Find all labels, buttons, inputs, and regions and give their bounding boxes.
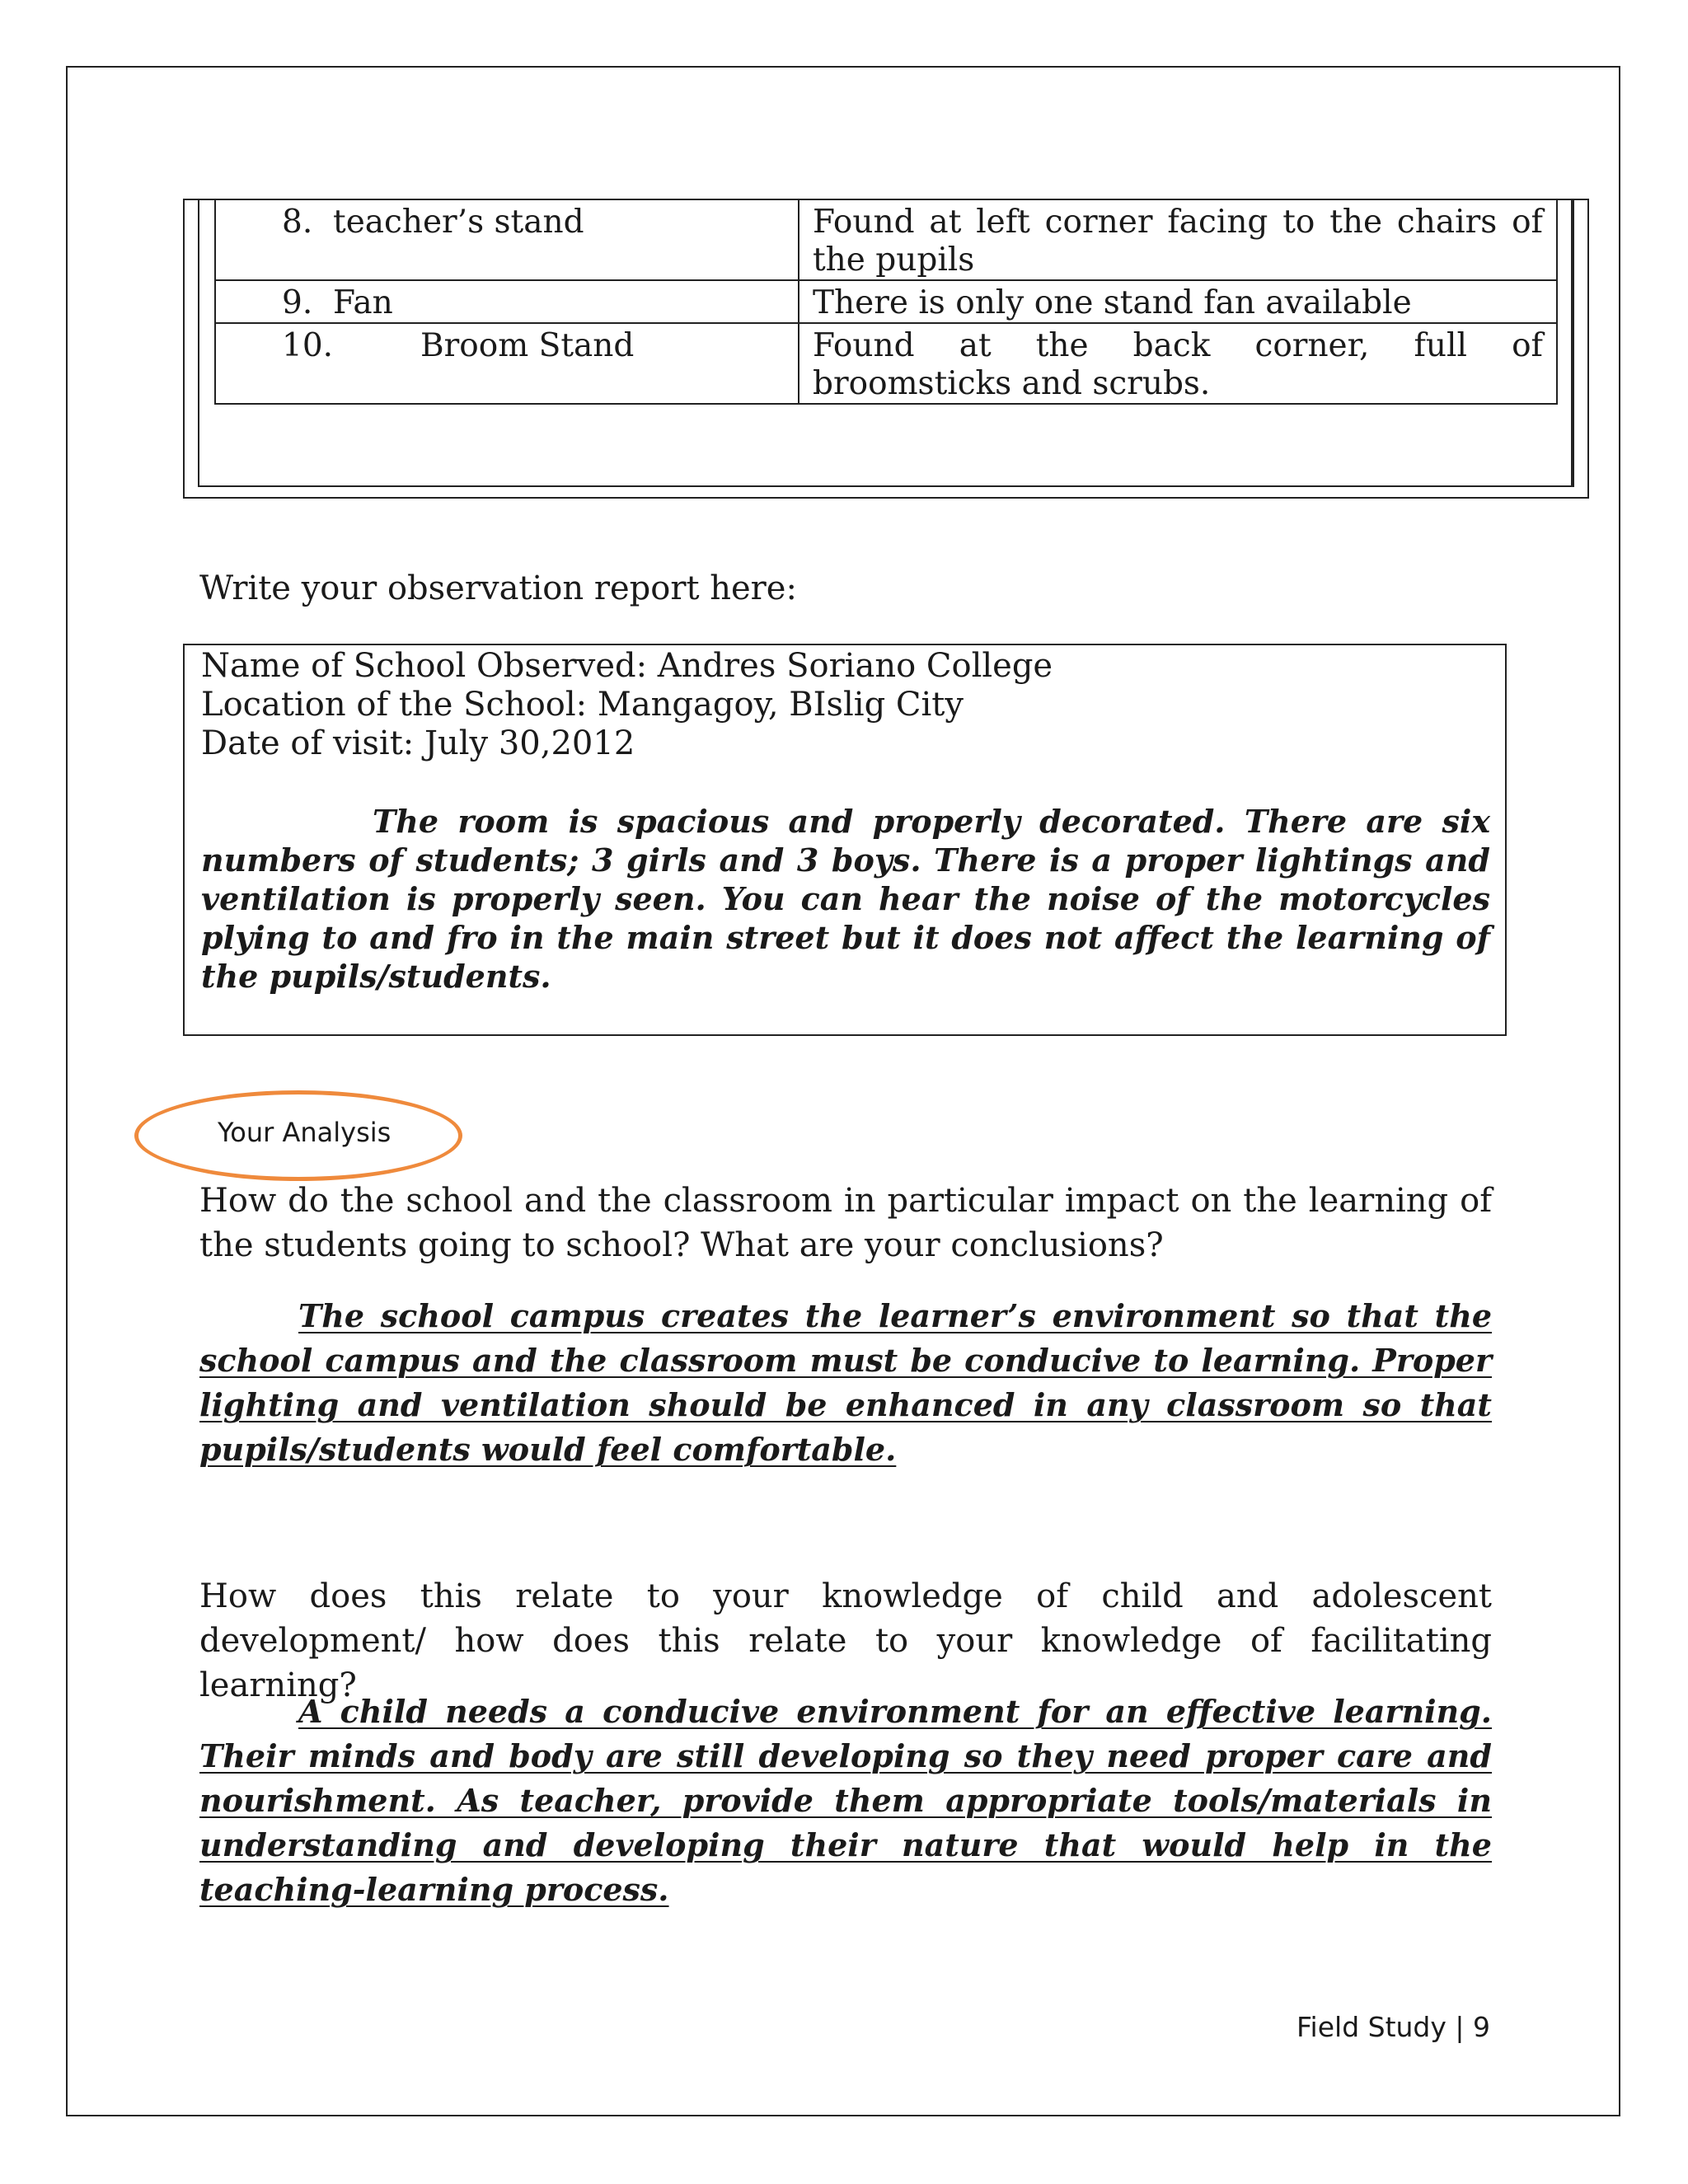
table-row — [215, 199, 1557, 280]
item-cell — [215, 323, 799, 404]
classroom-items-table — [214, 199, 1558, 405]
visit-date-line: Date of visit: July 30,2012 — [201, 724, 635, 762]
observation-prompt: Write your observation report here: — [199, 569, 797, 607]
table-row — [215, 323, 1557, 404]
item-number: 10. — [282, 327, 334, 364]
analysis-answer-2: A child needs a conducive environment for an effective learning. Their minds and body are still developing so they need proper care and nourishment. As teacher, provide them appropriate tools/materials in understanding and developing their nature that would help in the teaching-learning process. — [199, 1693, 1492, 1908]
school-name-line: Name of School Observed: Andres Soriano College — [201, 647, 1053, 685]
item-cell — [215, 280, 799, 323]
item-description: Found at left corner facing to the chairs of the pupils — [799, 199, 1557, 280]
table-row — [215, 280, 1557, 323]
item-description: There is only one stand fan available — [799, 280, 1557, 323]
item-cell — [215, 199, 799, 280]
page-footer: Field Study | 9 — [1296, 2011, 1490, 2043]
table-border-rule — [1571, 199, 1573, 487]
item-name: Broom Stand — [420, 327, 635, 364]
analysis-heading: Your Analysis — [218, 1117, 392, 1148]
school-location-line: Location of the School: Mangagoy, BIslig City — [201, 686, 964, 724]
analysis-answer-1: The school campus creates the learner’s environment so that the school campus and the classroom must be conducive to learning. Proper lighting and ventilation should be enhanced in any classroom so that pupils/students would feel comfortable. — [199, 1297, 1492, 1468]
item-number: 9. — [282, 284, 313, 321]
analysis-question-2: How does this relate to your knowledge of child and adolescent development/ how does this relate to your knowledge of facilitating learning? — [199, 1577, 1492, 1704]
item-number: 8. — [282, 204, 313, 241]
item-name: Fan — [333, 284, 393, 321]
item-name: teacher’s stand — [333, 204, 584, 241]
item-description: Found at the back corner, full of broomsticks and scrubs. — [799, 323, 1557, 404]
observation-report-text: The room is spacious and properly decorated. There are six numbers of students; 3 girls and 3 boys. There is a proper lightings and ventilation is properly seen. You can hear the noise of the motorcycles plying to and fro in the main street but it does not affect the learning of the pupils/students. — [201, 803, 1490, 995]
observation-report-box — [183, 644, 1507, 1036]
analysis-question-1: How do the school and the classroom in particular impact on the learning of the students going to school? What are your conclusions? — [199, 1182, 1492, 1264]
